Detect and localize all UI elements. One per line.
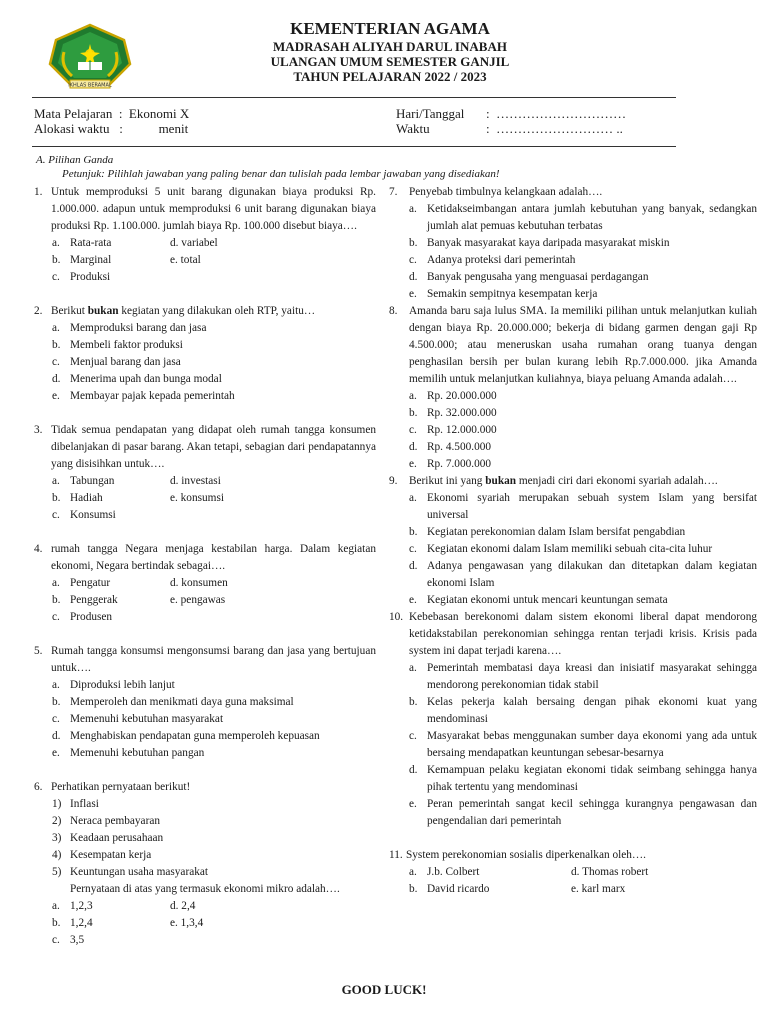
question-text: Amanda baru saja lulus SMA. Ia memiliki pilihan untuk melanjutkan kuliah dengan biaya Rp. 20.000.000; bekerja di bidang garmen dengan gaji Rp 4.500.000; atau meneruskan usaha rumahan orang tuanya dengan penghasilan bersih per bulan kurang lebih Rp.7.000.000. jika Amanda memilih untuk melanjutkan kuliahnya, biaya peluang Amanda adalah….: [409, 305, 757, 385]
question-1: [34, 184, 376, 286]
option-b: b. Membeli faktor produksi: [52, 339, 183, 351]
option-a: a. Tabungan: [52, 475, 115, 487]
question-number: 10.: [389, 611, 404, 623]
question-number: 9.: [389, 475, 398, 487]
option-a: a. Rata-rata: [52, 237, 112, 249]
question-number: 1.: [34, 186, 43, 198]
option-d: d. Adanya pengawasan yang dilakukan dan ditetapkan dalam kegiatan ekonomi Islam: [409, 560, 757, 589]
option-b: b. Rp. 32.000.000: [409, 407, 497, 419]
instruction: Petunjuk: Pilihlah jawaban yang paling benar dan tulislah pada lembar jawaban yang disediakan!: [62, 168, 500, 180]
option-c: c. Masyarakat bebas menggunakan sumber daya ekonomi yang ada untuk bersaing mendapatkan keuntungan sebesar-besarnya: [409, 730, 757, 759]
question-text: System perekonomian sosialis diperkenalkan oleh….: [406, 849, 647, 861]
school-name: MADRASAH ALIYAH DARUL INABAH: [273, 39, 507, 54]
left-column: [34, 184, 376, 966]
question-number: 5.: [34, 645, 43, 657]
option-a: a. Ketidakseimbangan antara jumlah kebutuhan yang banyak, sedangkan jumlah alat pemuas kebutuhan terbatas: [409, 203, 757, 232]
option-b: b. Kelas pekerja kalah bersaing dengan pihak ekonomi kuat yang mendominasi: [409, 696, 757, 725]
option-a: a. Memproduksi barang dan jasa: [52, 322, 207, 334]
day-date-value: : …………………………: [486, 106, 627, 121]
option-a: a. Pemerintah membatasi daya kreasi dan inisiatif masyarakat sehingga mendorong perekonomian tidak stabil: [409, 662, 757, 691]
question-text: Kebebasan berekonomi dalam sistem ekonomi liberal dapat mendorong ketidakstabilan perekonomian sehingga rentan terjadi krisis. Krisis pada system ini dapat terjadi karena….: [409, 611, 757, 657]
good-luck-footer: GOOD LUCK!: [341, 982, 427, 997]
option-c: c. Adanya proteksi dari pemerintah: [409, 254, 576, 266]
option-e: e. Peran pemerintah sangat kecil sehingga kurangnya pengawasan dan pengendalian dari pemerintah: [409, 798, 757, 827]
option-a: a. J.b. Colbert: [409, 866, 480, 878]
option-e: e. total: [170, 254, 201, 266]
option-e: e. Membayar pajak kepada pemerintah: [52, 390, 235, 402]
option-e: e. Memenuhi kebutuhan pangan: [52, 747, 205, 759]
option-c: c. Memenuhi kebutuhan masyarakat: [52, 713, 224, 725]
question-text: Untuk memproduksi 5 unit barang digunakan biaya produksi Rp. 1.000.000. adapun untuk memproduksi 6 unit barang digunakan biaya produksi Rp. 1.100.000. jumlah biaya Rp. 100.000 disebut biaya….: [51, 186, 376, 232]
option-c: c. Konsumsi: [52, 509, 116, 521]
question-6: [34, 779, 376, 949]
question-7: [389, 184, 757, 303]
question-5: [34, 643, 376, 762]
option-c: c. Menjual barang dan jasa: [52, 356, 181, 368]
question-followup: Pernyataan di atas yang termasuk ekonomi mikro adalah….: [70, 883, 340, 895]
option-e: e. pengawas: [170, 594, 226, 606]
question-text: Berikut ini yang bukan menjadi ciri dari ekonomi syariah adalah….: [409, 475, 718, 487]
option-a: a. Diproduksi lebih lanjut: [52, 679, 175, 691]
question-4: [34, 541, 376, 626]
question-number: 11.: [389, 849, 403, 861]
option-b: b. Banyak masyarakat kaya daripada masyarakat miskin: [409, 237, 670, 249]
question-number: 7.: [389, 186, 398, 198]
ministry-name: KEMENTERIAN AGAMA: [290, 19, 490, 38]
question-8: [389, 303, 757, 473]
option-c: c. 3,5: [52, 934, 85, 946]
question-10: [389, 609, 757, 830]
question-text: rumah tangga Negara menjaga kestabilan harga. Dalam kegiatan ekonomi, Negara bertindak sebagai….: [51, 543, 376, 572]
option-b: b. Marginal: [52, 254, 112, 266]
question-2: [34, 303, 376, 405]
option-a: a. Pengatur: [52, 577, 111, 589]
meta-rule: [32, 146, 676, 147]
option-d: d. Kemampuan pelaku kegiatan ekonomi tidak seimbang sehingga hanya pihak tertentu yang mendominasi: [409, 764, 757, 793]
statement-item: 1) Inflasi: [52, 798, 99, 810]
option-e: e. Kegiatan ekonomi untuk mencari keuntungan semata: [409, 594, 668, 606]
option-b: b. Hadiah: [52, 492, 103, 504]
option-a: a. Rp. 20.000.000: [409, 390, 497, 402]
option-d: d. Menghabiskan pendapatan guna memperoleh kepuasan: [52, 730, 320, 742]
question-number: 6.: [34, 781, 43, 793]
exam-header: [150, 18, 630, 84]
question-text: Berikut bukan kegiatan yang dilakukan oleh RTP, yaitu…: [51, 305, 316, 317]
question-number: 8.: [389, 305, 398, 317]
option-b: b. 1,2,4: [52, 917, 93, 929]
statement-item: 3) Keadaan perusahaan: [52, 832, 164, 844]
question-number: 2.: [34, 305, 43, 317]
statement-item: 4) Kesempatan kerja: [52, 849, 152, 861]
option-d: d. investasi: [170, 475, 221, 487]
option-b: b. David ricardo: [409, 883, 490, 895]
option-d: d. 2,4: [170, 900, 196, 912]
option-e: e. karl marx: [571, 883, 626, 895]
question-3: [34, 422, 376, 524]
option-e: e. konsumsi: [170, 492, 224, 504]
question-number: 3.: [34, 424, 43, 436]
question-9: [389, 473, 757, 609]
header-rule: [32, 97, 676, 98]
option-c: c. Kegiatan ekonomi dalam Islam memiliki sebuah cita-cita luhur: [409, 543, 713, 555]
right-column: [389, 184, 757, 898]
subject-line: Mata Pelajaran : Ekonomi X: [34, 106, 190, 121]
question-text: Perhatikan pernyataan berikut!: [51, 781, 191, 793]
option-d: d. konsumen: [170, 577, 228, 589]
statement-item: 2) Neraca pembayaran: [52, 815, 160, 827]
option-d: d. Banyak pengusaha yang menguasai perdagangan: [409, 271, 649, 283]
day-date-label: Hari/Tanggal: [396, 106, 465, 121]
academic-year: TAHUN PELAJARAN 2022 / 2023: [293, 69, 487, 84]
option-e: e. Semakin sempitnya kesempatan kerja: [409, 288, 598, 300]
option-c: c. Produksi: [52, 271, 111, 283]
question-text: Penyebab timbulnya kelangkaan adalah….: [409, 186, 603, 198]
emphasis-word: bukan: [485, 475, 517, 487]
question-number: 4.: [34, 543, 43, 555]
option-a: a. Ekonomi syariah merupakan sebuah system Islam yang bersifat universal: [409, 492, 757, 521]
question-text: Rumah tangga konsumsi mengonsumsi barang dan jasa yang bertujuan untuk….: [51, 645, 376, 674]
section-title: A. Pilihan Ganda: [36, 154, 114, 166]
option-d: d. Thomas robert: [571, 866, 649, 878]
kementerian-agama-logo: [46, 22, 134, 92]
option-d: d. Menerima upah dan bunga modal: [52, 373, 222, 385]
time-allocation-line: Alokasi waktu : menit: [34, 121, 189, 136]
option-e: e. 1,3,4: [170, 917, 204, 929]
question-11: [389, 847, 757, 898]
option-d: d. Rp. 4.500.000: [409, 441, 492, 453]
waktu-label: Waktu: [396, 121, 430, 136]
option-a: a. 1,2,3: [52, 900, 93, 912]
logo-motto: IKHLAS BERAMAL: [68, 82, 112, 89]
option-b: b. Penggerak: [52, 594, 118, 606]
emphasis-word: bukan: [87, 305, 119, 317]
option-c: c. Produsen: [52, 611, 113, 623]
statement-item: 5) Keuntungan usaha masyarakat: [52, 866, 209, 878]
option-d: d. variabel: [170, 237, 218, 249]
option-b: b. Memperoleh dan menikmati daya guna maksimal: [52, 696, 294, 708]
option-b: b. Kegiatan perekonomian dalam Islam bersifat pengabdian: [409, 526, 686, 538]
exam-name: ULANGAN UMUM SEMESTER GANJIL: [270, 54, 510, 69]
option-c: c. Rp. 12.000.000: [409, 424, 497, 436]
question-text: Tidak semua pendapatan yang didapat oleh rumah tangga konsumen dibelanjakan di pasar barang. Akan tetapi, sebagian dari pendapatannya yang disisihkan untuk….: [51, 424, 376, 470]
option-e: e. Rp. 7.000.000: [409, 458, 492, 470]
waktu-value: : ……………………… ..: [486, 121, 623, 136]
